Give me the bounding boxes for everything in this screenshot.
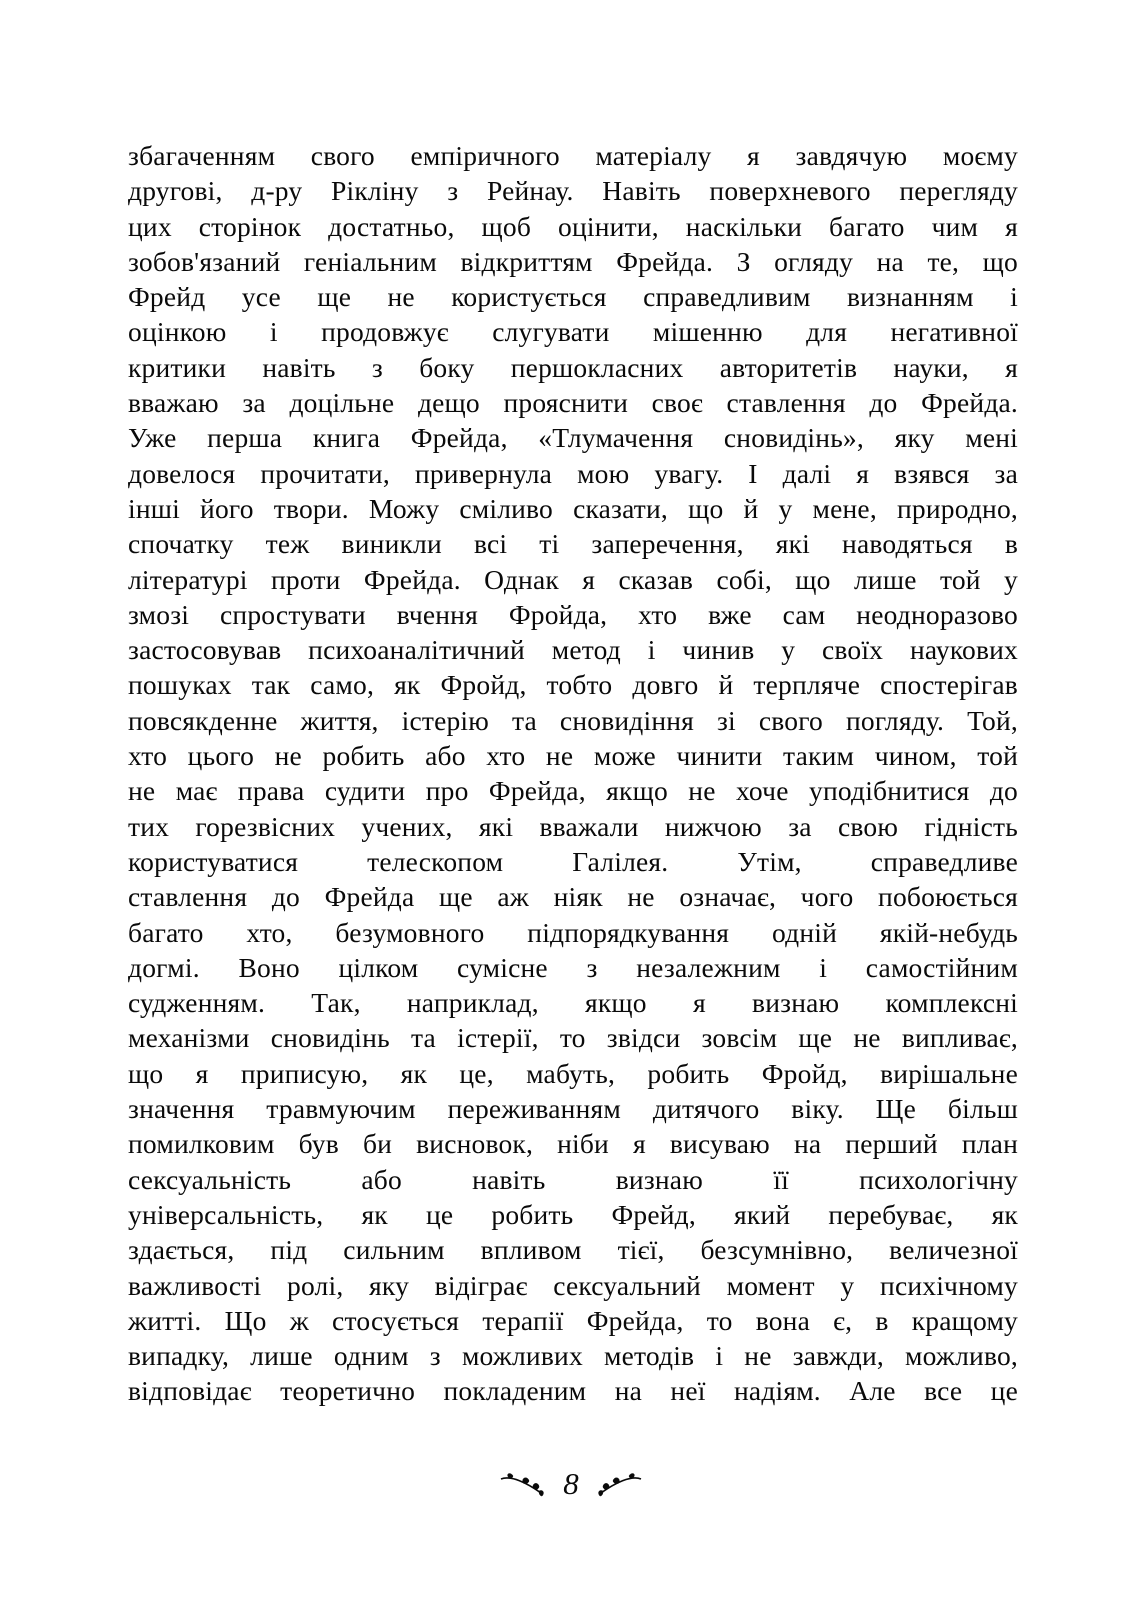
text-line: догмі. Воно цілком сумісне з незалежним і самостійним [128,951,1018,983]
text-line: не має права судити про Фрейда, якщо не хоче уподібнитися до [128,775,1018,807]
text-line: користуватися телескопом Галілея. Утім, справедливе [128,845,1018,877]
text-line: універсальність, як це робить Фрейд, який перебуває, як [128,1198,1018,1230]
text-line: тих горезвісних учених, які вважали нижчою за свою гідність [128,810,1018,842]
body-text [128,138,1018,1409]
text-line: вважаю за доцільне дещо прояснити своє ставлення до Фрейда. [128,387,1018,419]
text-line: сексуальність або навіть визнаю її психологічну [128,1163,1018,1195]
text-line: повсякденне життя, істерію та сновидіння зі свого погляду. Той, [128,704,1018,736]
text-line: Фрейд усе ще не користується справедливим визнанням і [128,281,1018,313]
text-line: цих сторінок достатньо, щоб оцінити, наскільки багато чим я [128,210,1018,242]
text-line: помилковим був би висновок, ніби я висуваю на перший план [128,1128,1018,1160]
page-footer [0,1466,1142,1502]
text-line: довелося прочитати, привернула мою увагу. І далі я взявся за [128,457,1018,489]
text-line: збагаченням свого емпіричного матеріалу я завдячую моєму [128,140,1018,171]
text-line: житті. Що ж стосується терапії Фрейда, то вона є, в кращому [128,1304,1018,1336]
text-line: що я приписую, як це, мабуть, робить Фройд, вирішальне [128,1057,1018,1089]
text-line: інші його твори. Можу сміливо сказати, що й у мене, природно, [128,492,1018,524]
text-line: другові, д-ру Рікліну з Рейнау. Навіть поверхневого перегляду [128,175,1018,207]
text-line: хто цього не робить або хто не може чинити таким чином, той [128,740,1018,772]
text-line: спочатку теж виникли всі ті заперечення, які наводяться в [128,528,1018,560]
text-line: змозі спростувати вчення Фройда, хто вже сам неодноразово [128,598,1018,630]
text-line: випадку, лише одним з можливих методів і не завжди, можливо, [128,1340,1018,1372]
fleuron-right-icon [597,1471,643,1497]
text-line: важливості ролі, яку відіграє сексуальний момент у психічному [128,1269,1018,1301]
text-line: критики навіть з боку першокласних авторитетів науки, я [128,351,1018,383]
text-line: механізми сновидінь та істерії, то звідси зовсім ще не випливає, [128,1022,1018,1054]
text-line: значення травмуючим переживанням дитячого віку. Ще більш [128,1093,1018,1125]
fleuron-left-icon [499,1471,545,1497]
text-line: оцінкою і продовжує слугувати мішенню для негативної [128,316,1018,348]
text-line: судженням. Так, наприклад, якщо я визнаю комплексні [128,987,1018,1019]
text-line: зобов'язаний геніальним відкриттям Фрейда. З огляду на те, що [128,245,1018,277]
text-line: відповідає теоретично покладеним на неї надіям. Але все це [128,1375,1018,1407]
text-line: здається, під сильним впливом тієї, безсумнівно, величезної [128,1234,1018,1266]
text-line: застосовував психоаналітичний метод і чинив у своїх наукових [128,634,1018,666]
page-number: 8 [563,1466,579,1501]
text-line: ставлення до Фрейда ще аж ніяк не означає, чого побоюється [128,881,1018,913]
text-line: багато хто, безумовного підпорядкування одній якій-небудь [128,916,1018,948]
text-line: літературі проти Фрейда. Однак я сказав собі, що лише той у [128,563,1018,595]
text-line: Уже перша книга Фрейда, «Тлумачення сновидінь», яку мені [128,422,1018,454]
text-line: пошуках так само, як Фройд, тобто довго й терпляче спостерігав [128,669,1018,701]
